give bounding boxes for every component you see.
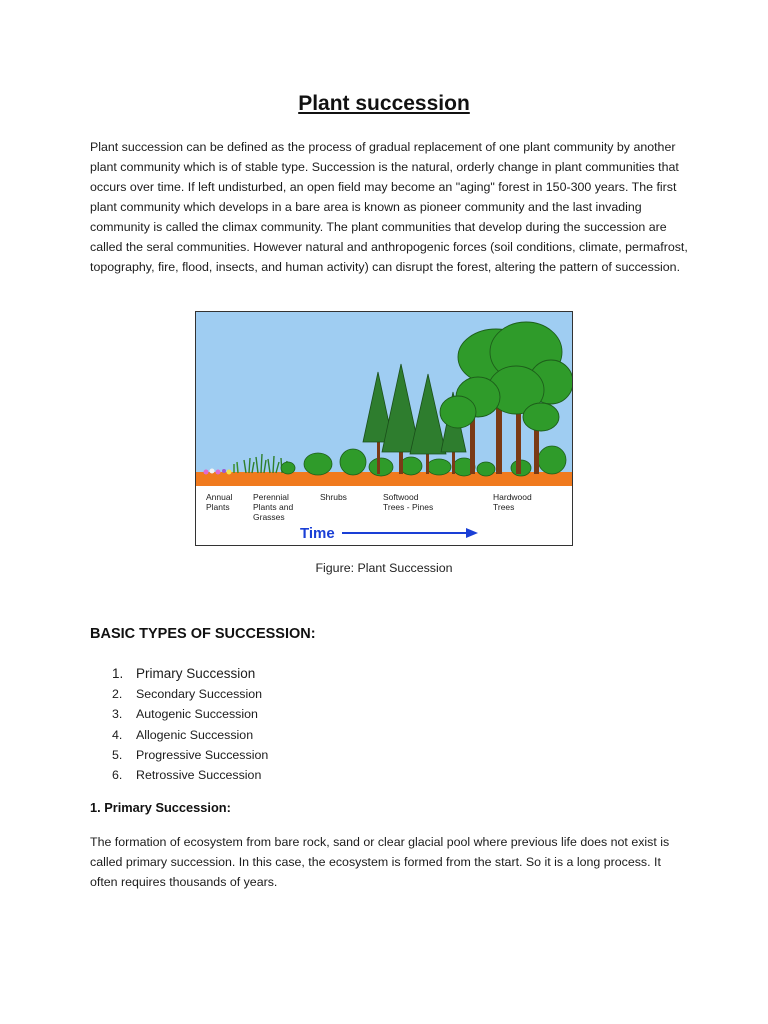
list-item bbox=[112, 725, 268, 745]
list-label: Retrossive Succession bbox=[136, 767, 262, 782]
list-number: 4. bbox=[112, 727, 123, 742]
list-number: 1. bbox=[112, 666, 124, 681]
section-heading: 1. Primary Succession: bbox=[90, 800, 231, 815]
stage-label: Trees bbox=[493, 502, 515, 512]
section-paragraph: The formation of ecosystem from bare rock, sand or clear glacial pool where previous life does not exist is called primary succession. In this case, the ecosystem is formed from the start. So it is a long process. It often requires thousands of years. bbox=[90, 835, 670, 889]
stage-label: Trees - Pines bbox=[383, 502, 434, 512]
list-label: Autogenic Succession bbox=[136, 707, 258, 722]
list-label: Progressive Succession bbox=[136, 747, 269, 762]
list-item bbox=[112, 765, 268, 785]
list-number: 5. bbox=[112, 747, 123, 762]
stage-label: Hardwood bbox=[493, 492, 532, 502]
plant-succession-figure bbox=[195, 311, 573, 546]
list-label: Secondary Succession bbox=[136, 687, 263, 702]
page-title: Plant succession bbox=[298, 92, 470, 115]
list-item bbox=[112, 684, 268, 704]
stage-label: Plants and bbox=[253, 502, 294, 512]
types-list bbox=[112, 664, 268, 785]
types-heading: BASIC TYPES OF SUCCESSION: bbox=[90, 626, 316, 642]
intro-paragraph: Plant succession can be defined as the process of gradual replacement of one plant community by another plant community which is of stable type. Succession is the natural, orderly change in plant communities that occurs over time. If left undisturbed, an open field may become an "aging" forest in 150-300 years. The first plant community which develops in a bare area is known as pioneer community and the last invading community is called the climax community. The plant communities that develop during the succession are called the seral communities. However natural and anthropogenic forces (soil conditions, climate, permafrost, topography, fire, flood, insects, and human activity) can disrupt the forest, altering the pattern of succession. bbox=[90, 140, 688, 274]
stage-label: Annual bbox=[206, 492, 233, 502]
list-item bbox=[112, 745, 268, 765]
succession-illustration bbox=[196, 312, 572, 545]
figure-caption: Figure: Plant Succession bbox=[315, 561, 453, 575]
list-number: 6. bbox=[112, 767, 123, 782]
stage-label: Perennial bbox=[253, 492, 289, 502]
list-number: 2. bbox=[112, 687, 123, 702]
list-label: Allogenic Succession bbox=[136, 727, 254, 742]
list-number: 3. bbox=[112, 707, 123, 722]
stage-label: Softwood bbox=[383, 492, 419, 502]
stage-label: Plants bbox=[206, 502, 230, 512]
list-item bbox=[112, 704, 268, 724]
time-label: Time bbox=[300, 525, 335, 542]
stage-label: Shrubs bbox=[320, 492, 347, 502]
list-label: Primary Succession bbox=[136, 666, 256, 681]
list-item bbox=[112, 664, 268, 684]
stage-label: Grasses bbox=[253, 512, 285, 522]
